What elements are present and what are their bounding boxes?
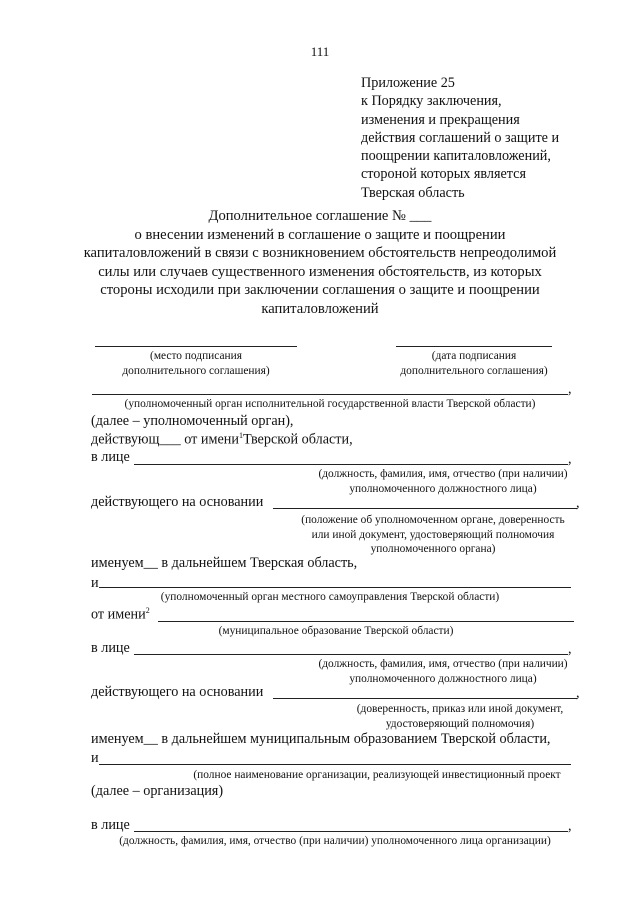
and-label: и (91, 750, 99, 766)
dalee-organ: (далее – уполномоченный орган), (91, 413, 294, 429)
caption-line: дополнительного соглашения) (122, 364, 270, 377)
caption-line: (уполномоченный орган местного самоуправления Тверской области) (160, 591, 500, 603)
caption-line: (дата подписания (431, 350, 517, 362)
caption-line: (доверенность, приказ или иной документ, (356, 703, 564, 715)
caption-line: (уполномоченный орган исполнительной государственной власти Тверской области) (124, 398, 536, 410)
title-line: стороны исходили при заключении соглашения о защите и поощрении (100, 282, 540, 299)
place-caption (90, 349, 302, 378)
acting-basis-label: действующего на основании (91, 494, 264, 510)
on-behalf-of (91, 606, 150, 624)
appendix-line: действия соглашений о защите и (361, 129, 560, 146)
local-organ-field[interactable] (99, 587, 571, 588)
acting-suffix: Тверской области, (242, 431, 353, 448)
title-heading: Дополнительное соглашение № ___ (208, 208, 432, 224)
municipal-official-caption (300, 657, 586, 686)
official-field[interactable] (134, 464, 568, 465)
and-label: и (91, 575, 99, 591)
municipal-field[interactable] (158, 621, 574, 622)
organization-caption (168, 768, 586, 783)
caption-line: уполномоченного должностного лица) (349, 482, 537, 495)
caption-line: уполномоченного должностного лица) (349, 672, 537, 685)
dalee-organization: (далее – организация) (91, 783, 224, 799)
title-line: капиталовложений (261, 300, 379, 317)
title-line: о внесении изменений в соглашение о защите и поощрении (134, 226, 506, 243)
caption-line: (положение об уполномоченном органе, доверенность (301, 514, 565, 526)
title-line: капиталовложений в связи с возникновением обстоятельств непреодолимой (83, 245, 557, 262)
organization-field[interactable] (99, 764, 571, 765)
organ-field[interactable] (92, 394, 568, 395)
acting-on-behalf (91, 431, 353, 449)
v-litse-label: в лице (91, 449, 130, 465)
caption-line: удостоверяющий полномочия) (385, 717, 535, 730)
named-region: именуем__ в дальнейшем Тверская область, (91, 555, 358, 571)
organ-caption (80, 397, 580, 412)
caption-line: уполномоченного органа) (370, 543, 496, 555)
footnote-2: 2 (145, 606, 150, 615)
appendix-line: Приложение 25 (361, 75, 455, 91)
named-municipal: именуем__ в дальнейшем муниципальным образованием Тверской области, (91, 731, 551, 747)
municipal-basis-caption (336, 702, 584, 731)
organization-official-field[interactable] (134, 831, 568, 832)
acting-basis-label: действующего на основании (91, 684, 264, 700)
appendix-line: изменения и прекращения (361, 111, 520, 128)
caption-line: (муниципальное образование Тверской области) (218, 625, 454, 637)
date-caption (364, 349, 584, 378)
appendix-line: Тверская область (361, 184, 465, 201)
caption-line: (должность, фамилия, имя, отчество (при наличии) (318, 658, 568, 670)
caption-line: (место подписания (150, 350, 242, 362)
comma: , (568, 818, 572, 834)
page-number: 111 (310, 44, 330, 59)
municipal-official-field[interactable] (134, 654, 568, 655)
on-behalf-prefix: от имени (91, 606, 146, 623)
organization-official-caption (80, 834, 590, 849)
document-title (60, 207, 580, 319)
basis-field[interactable] (273, 508, 577, 509)
caption-line: дополнительного соглашения) (400, 364, 548, 377)
basis-caption (282, 513, 584, 557)
footnote-1: 1 (238, 431, 243, 440)
comma: , (576, 685, 580, 701)
comma: , (568, 641, 572, 657)
comma: , (568, 381, 572, 397)
caption-line: (должность, фамилия, имя, отчество (при наличии) (318, 468, 568, 480)
date-field[interactable] (396, 346, 552, 347)
appendix-line: к Порядку заключения, (361, 93, 502, 110)
title-line: силы или случаев существенного изменения обстоятельств, из которых (98, 263, 542, 280)
comma: , (568, 451, 572, 467)
caption-line: или иной документ, удостоверяющий полномочия (311, 528, 555, 541)
appendix-block (361, 74, 559, 202)
v-litse-label: в лице (91, 817, 130, 833)
municipal-caption (180, 624, 492, 639)
appendix-line: стороной которых является (361, 166, 527, 183)
appendix-line: поощрении капиталовложений, (361, 148, 551, 165)
municipal-basis-field[interactable] (273, 698, 577, 699)
acting-prefix: действующ___ от имени (91, 431, 239, 448)
place-field[interactable] (95, 346, 297, 347)
official-caption (300, 467, 586, 496)
caption-line: (полное наименование организации, реализующей инвестиционный проект (193, 769, 561, 781)
v-litse-label: в лице (91, 640, 130, 656)
caption-line: (должность, фамилия, имя, отчество (при наличии) уполномоченного лица организации) (119, 835, 551, 847)
local-organ-caption (90, 590, 570, 605)
comma: , (576, 495, 580, 511)
